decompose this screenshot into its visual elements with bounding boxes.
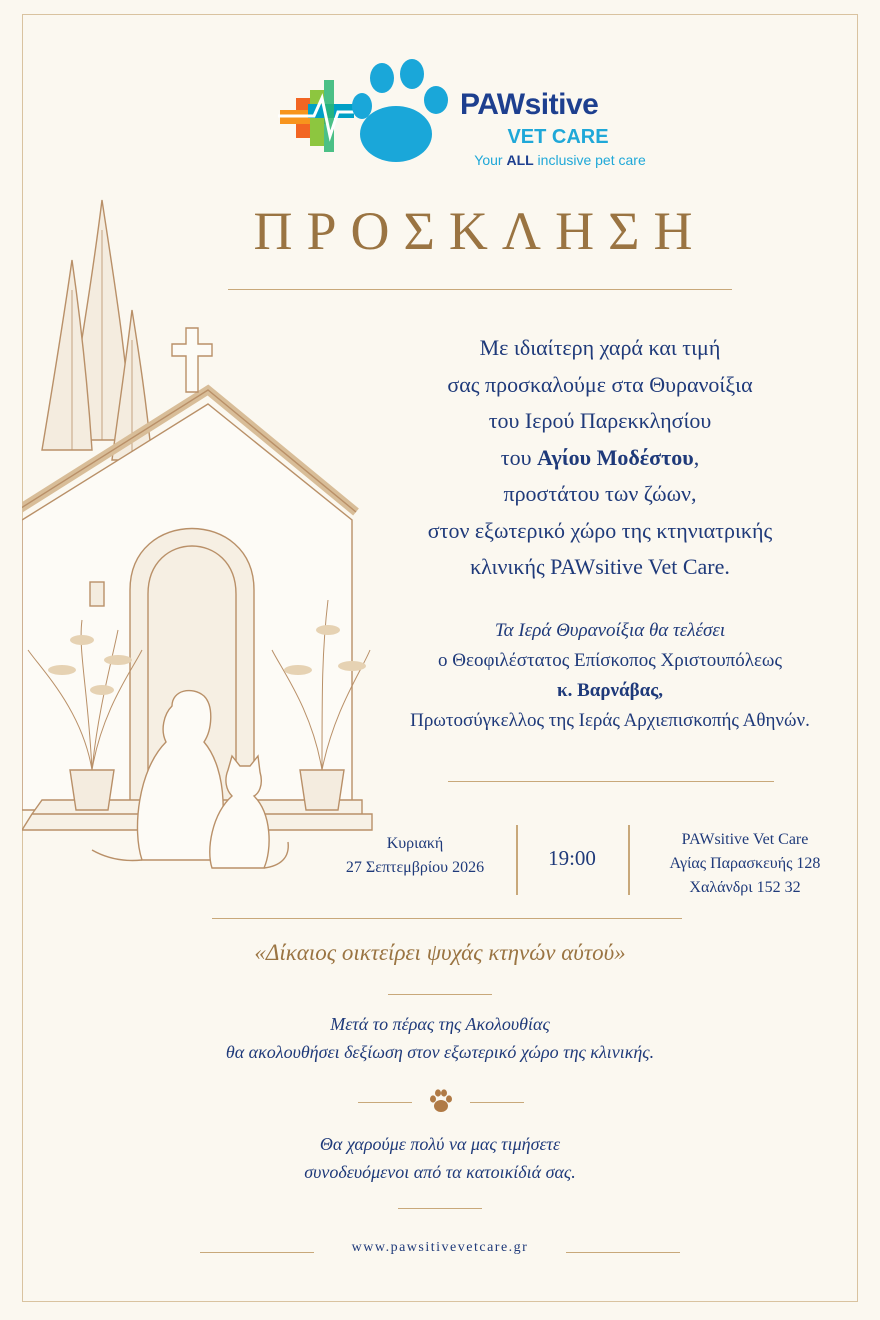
paw-divider-line — [358, 1102, 412, 1103]
closing-text — [140, 1130, 740, 1186]
details-separator — [516, 825, 518, 895]
invitation-line: στον εξωτερικό χώρο της κτηνιατρικής — [427, 517, 773, 543]
quote-divider — [388, 994, 492, 995]
event-venue — [640, 828, 850, 900]
chapel-illustration — [22, 190, 382, 900]
scripture-quote: «Δίκαιος οικτείρει ψυχάς κτηνών αύτού» — [254, 940, 626, 965]
brand-name: PAWsitive — [460, 88, 599, 121]
footer-line-right — [566, 1252, 680, 1253]
celebrant-divider — [448, 781, 774, 782]
invitation-text — [380, 330, 820, 586]
celebrant-line: ο Θεοφιλέστατος Επίσκοπος Χριστουπόλεως — [438, 650, 782, 671]
brand-subtitle: VET CARE — [507, 126, 609, 148]
brand-tagline: Your ALL inclusive pet care — [474, 152, 646, 168]
celebrant-line: Τα Ιερά Θυρανοίξια θα τελέσει — [494, 620, 726, 641]
details-divider — [212, 918, 682, 919]
paw-divider-line — [470, 1102, 524, 1103]
invitation-line: σας προσκαλούμε στα Θυρανοίξια — [447, 371, 753, 397]
event-day: Κυριακή — [386, 835, 444, 852]
closing-divider — [398, 1208, 482, 1209]
venue-street: Αγίας Παρασκευής 128 — [669, 855, 821, 872]
reception-line: Μετά το πέρας της Ακολουθίας — [330, 1014, 550, 1034]
venue-city: Χαλάνδρι 152 32 — [689, 879, 801, 896]
invitation-line: κλινικής PAWsitive Vet Care. — [470, 554, 730, 579]
event-time: 19:00 — [548, 846, 596, 870]
closing-line: Θα χαρούμε πολύ να μας τιμήσετε — [319, 1134, 561, 1154]
event-date-value: 27 Σεπτεμβρίου 2026 — [345, 859, 485, 876]
medical-cross-icon — [278, 50, 458, 170]
invitation-line: του Ιερού Παρεκκλησίου — [488, 408, 712, 433]
celebrant-name: κ. Βαρνάβας, — [557, 680, 663, 701]
celebrant-text — [380, 616, 840, 736]
invitation-line: Με ιδιαίτερη χαρά και τιμή — [479, 335, 721, 360]
footer-line-left — [200, 1252, 314, 1253]
brand-logo — [278, 50, 678, 175]
paw-divider-icon — [427, 1087, 455, 1115]
paw-print-icon — [352, 59, 448, 162]
event-date — [330, 832, 500, 880]
page-title: ΠΡΟΣΚΛΗΣΗ — [253, 201, 707, 261]
reception-line: θα ακολουθήσει δεξίωση στον εξωτερικό χώρο της κλινικής. — [225, 1042, 655, 1062]
invitation-line: προστάτου των ζώων, — [503, 481, 697, 506]
details-separator — [628, 825, 630, 895]
celebrant-line: Πρωτοσύγκελλος της Ιεράς Αρχιεπισκοπής Αθηνών. — [410, 710, 810, 731]
closing-line: συνοδευόμενοι από τα κατοικίδιά σας. — [304, 1162, 576, 1182]
website-link[interactable]: www.pawsitivevetcare.gr — [351, 1240, 529, 1255]
reception-note — [140, 1010, 740, 1066]
venue-name: PAWsitive Vet Care — [681, 831, 809, 848]
invitation-line-saint: του Αγίου Μοδέστου, — [500, 444, 700, 470]
